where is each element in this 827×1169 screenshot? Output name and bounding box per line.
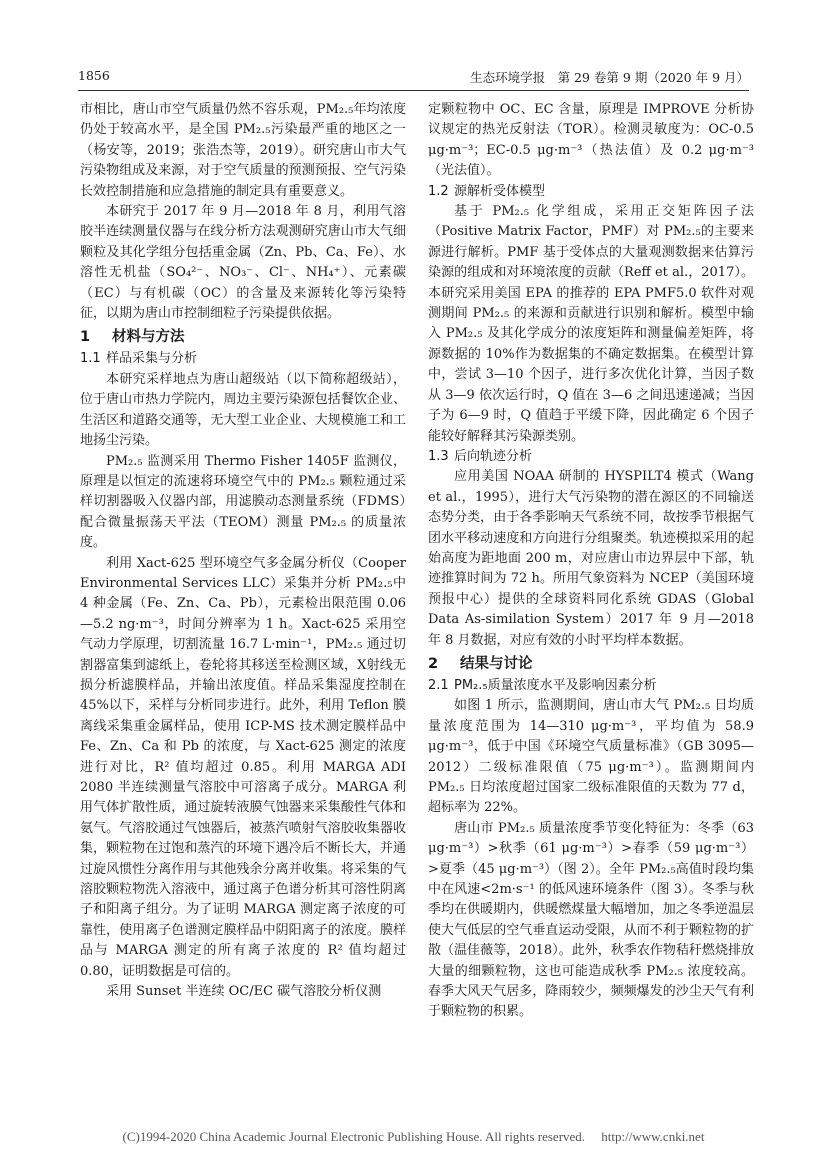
paragraph: 本研究于 2017 年 9 月—2018 年 8 月，利用气溶胶半连续测量仪器与在线分析方法观测研究唐山市大气细颗粒及其化学组分包括重金属（Zn、Pb、Ca、Fe）、水溶性无机盐（SO₄²⁻、NO₃⁻、Cl⁻、NH₄⁺）、元素碳（EC）与有机碳（OC）的含量及来源转化等污染特征，以期为唐山市控制细粒子污染提供依据。 [80, 204, 406, 322]
right-column [428, 100, 754, 1023]
heading-number: 1 [80, 329, 91, 346]
heading-number: 1.2 [428, 183, 449, 199]
header-rule [78, 90, 749, 91]
paragraph: 如图 1 所示，监测期间，唐山市大气 PM₂.₅ 日均质量浓度范围为 14—310 μg·m⁻³，平均值为 58.9 μg·m⁻³，低于中国《环境空气质量标准》（GB 3095—2012）二级标准限值（75 μg·m⁻³）。监测期间内 PM₂.₅ 日均浓度超过国家二级标准限值的天数为 77 d，超标率为 22%。 [428, 698, 754, 816]
paragraph: 采用 Sunset 半连续 OC/EC 碳气溶胶分析仪测 [106, 984, 382, 1000]
section-heading [80, 327, 406, 348]
subsection-heading [428, 676, 754, 696]
heading-text: 材料与方法 [112, 329, 185, 346]
paragraph: 基于 PM₂.₅ 化学组成，采用正交矩阵因子法（Positive Matrix Factor，PMF）对 PM₂.₅的主要来源进行解析。PMF 基于受体点的大量观测数据来估算污染源的组成和对环境浓度的贡献（Reff et al.，2017）。本研究采用美国 EPA 的推荐的 EPA PMF5.0 软件对观测期间 PM₂.₅ 的来源和贡献进行识别和解析。模型中输入 PM₂.₅ 及其化学成分的浓度矩阵和测量偏差矩阵，将源数据的 10%作为数据集的不确定数据集。在模型计算中，尝试 3—10 个因子，进行多次优化计算，当因子数从 3—9 依次运行时，Q 值在 3—6 之间迅速递减；当因子为 6—9 时，Q 值趋于平缓下降，因此确定 6 个因子能较好解释其污染源类别。 [428, 204, 754, 444]
heading-text: 后向轨迹分析 [454, 448, 533, 464]
heading-text: 结果与讨论 [460, 655, 533, 672]
heading-text: 源解析受体模型 [454, 183, 546, 199]
paragraph: 唐山市 PM₂.₅ 质量浓度季节变化特征为：冬季（63 μg·m⁻³）>秋季（61 μg·m⁻³）>春季（59 μg·m⁻³）>夏季（45 μg·m⁻³）（图 2）。全年 PM₂.₅高值时段均集中在风速<2m·s⁻¹ 的低风速环境条件（图 3）。冬季与秋季均在供暖期内，供暖燃煤量大幅增加，加之冬季逆温层使大气低层的空气垂直运动受限，从而不利于颗粒物的扩散（温佳薇等，2018）。此外，秋季农作物秸秆燃烧排放大量的细颗粒物，这也可能造成秋季 PM₂.₅ 浓度较高。春季大风天气居多，降雨较少，频频爆发的沙尘天气有利于颗粒物的积累。 [428, 820, 754, 1020]
paragraph: PM₂.₅ 监测采用 Thermo Fisher 1405F 监测仪，原理是以恒定的流速将环境空气中的 PM₂.₅ 颗粒通过采样切割器吸入仪器内部，用滤膜动态测量系统（FDMS）配合微量振荡天平法（TEOM）测量 PM₂.₅ 的质量浓度。 [80, 453, 406, 551]
running-header [78, 68, 749, 88]
left-column [80, 100, 406, 1002]
heading-number: 2.1 [428, 677, 449, 693]
heading-number: 2 [428, 655, 439, 672]
subsection-heading [428, 447, 754, 467]
heading-text: 样品采集与分析 [106, 351, 198, 367]
heading-number: 1.1 [80, 351, 101, 367]
copyright-footer: (C)1994-2020 China Academic Journal Electronic Publishing House. All rights reserved. http://www.cnki.net [122, 1129, 705, 1144]
paragraph: 定颗粒物中 OC、EC 含量，原理是 IMPROVE 分析协议规定的热光反射法（TOR）。检测灵敏度为：OC-0.5 μg·m⁻³；EC-0.5 μg·m⁻³（热法值）及 0.2 μg·m⁻³（光法值）。 [428, 102, 754, 179]
paragraph: 利用 Xact-625 型环境空气多金属分析仪（Cooper Environmental Services LLC）采集并分析 PM₂.₅中 4 种金属（Fe、Zn、Ca、Pb），元素检出限范围 0.06—5.2 ng·m⁻³，时间分辨率为 1 h。Xact-625 采用空气动力学原理，切割流量 16.7 L·min⁻¹，PM₂.₅ 通过切割器富集到滤纸上，卷轮将其移送至检测区域，X射线无损分析滤膜样品，并输出浓度值。样品采集湿度控制在 45%以下，采样与分析同步进行。此外，利用 Teflon 膜离线采集重金属样品，使用 ICP-MS 技术测定膜样品中 Fe、Zn、Ca 和 Pb 的浓度，与 Xact-625 测定的浓度进行对比，R² 值均超过 0.85。利用 MARGA ADI 2080 半连续测量气溶胶中可溶离子成分。MARGA 利用气体扩散性质，通过旋转液膜气蚀器来采集酸性气体和氨气。气溶胶通过气蚀器后，被蒸汽喷射气溶胶收集器收集，颗粒物在过饱和蒸汽的环境下遇冷后不断长大，并通过旋风惯性分离作用与其他残余分离并收集。将采集的气溶胶颗粒物洗入溶液中，通过离子色谱分析其可溶性阴离子和阳离子组分。为了证明 MARGA 测定离子浓度的可靠性，使用离子色谱测定膜样品中阴阳离子的浓度。膜样品与 MARGA 测定的所有离子浓度的 R² 值均超过 0.80，证明数据是可信的。 [80, 555, 406, 979]
subsection-heading [428, 182, 754, 202]
journal-title: 生态环境学报 第 29 卷第 9 期（2020 年 9 月） [470, 70, 749, 85]
heading-number: 1.3 [428, 448, 449, 464]
paragraph: 应用美国 NOAA 研制的 HYSPILT4 模式（Wang et al.，1995），进行大气污染物的潜在源区的不同输送态势分类，由于各季影响天气系统不同，故按季节根据气团水平移动速度和方向进行分组聚类。轨迹模拟采用的起始高度为距地面 200 m，对应唐山市边界层中下部，轨迹推算时间为 72 h。所用气象资料为 NCEP（美国环境预报中心）提供的全球资料同化系统 GDAS（Global Data As-similation System）2017 年 9 月—2018 年 8 月数据，对应有效的小时平均样本数据。 [428, 469, 754, 648]
paragraph: 本研究采样地点为唐山超级站（以下简称超级站），位于唐山市热力学院内，周边主要污染源包括餐饮企业、生活区和道路交通等，无大型工业企业、大规模施工和工地扬尘污染。 [80, 371, 406, 449]
heading-text: PM₂.₅质量浓度水平及影响因素分析 [454, 677, 657, 693]
subsection-heading [80, 349, 406, 369]
page-number: 1856 [78, 68, 110, 83]
section-heading [428, 654, 754, 675]
paragraph: 市相比，唐山市空气质量仍然不容乐观，PM₂.₅年均浓度仍处于较高水平，是全国 PM₂.₅污染最严重的地区之一（杨安等，2019；张浩杰等，2019）。研究唐山市大气污染物组成及来源，对于空气质量的预测预报、空气污染长效控制措施和应急措施的制定具有重要意义。 [80, 102, 406, 199]
